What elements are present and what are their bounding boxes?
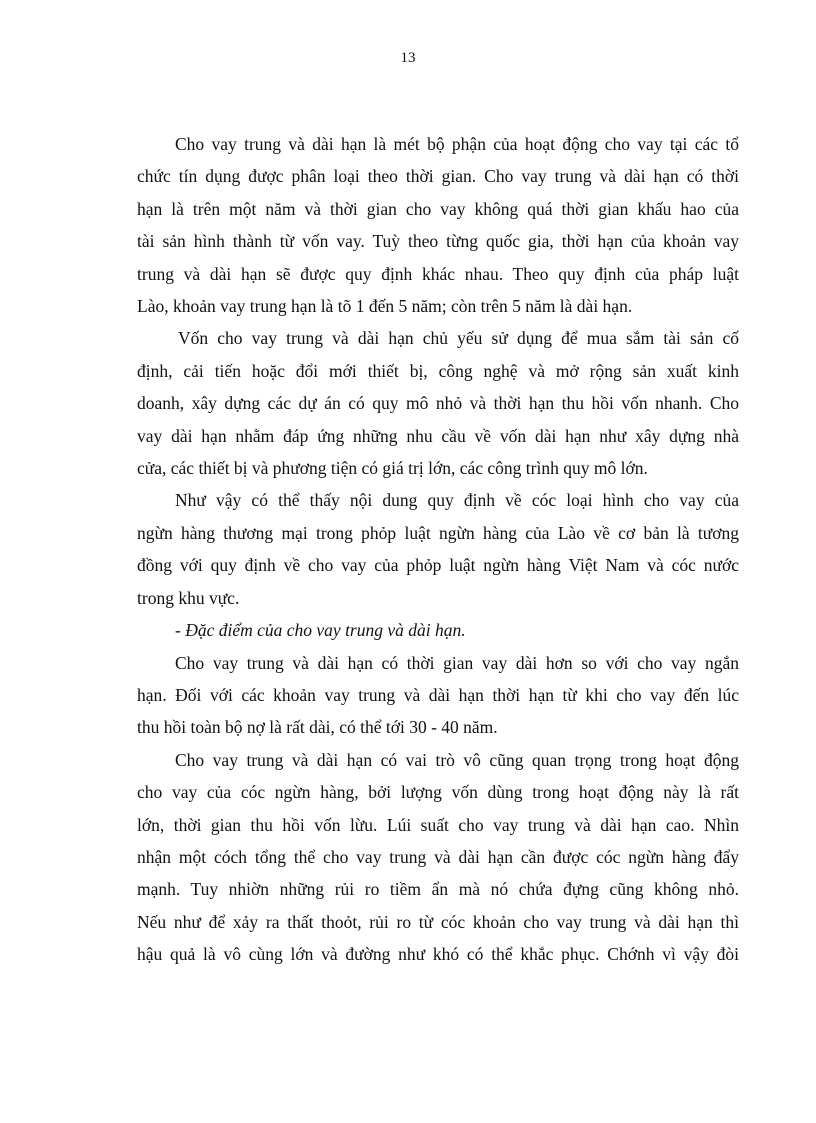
text-line: Nếu như để xảy ra thất thoỏt, rủi ro từ cóc khoản cho vay trung và dài hạn thì bbox=[137, 911, 739, 932]
text-line: tài sản hình thành từ vốn vay. Tuỳ theo từng quốc gia, thời hạn của khoản vay bbox=[137, 231, 739, 252]
text-line: lớn, thời gian thu hồi vốn lừu. Lúi suất cho vay trung và dài hạn cao. Nhìn bbox=[137, 814, 739, 835]
text-line: Cho vay trung và dài hạn là mét bộ phận của hoạt động cho vay tại các tổ bbox=[175, 134, 739, 154]
text-line: cho vay của cóc ngừn hàng, bởi lượng vốn dùng trong hoạt động này là rất bbox=[137, 782, 739, 803]
text-line: định, cải tiến hoặc đổi mới thiết bị, công nghệ và mở rộng sản xuất kinh bbox=[137, 360, 739, 381]
text-line: Như vậy có thể thấy nội dung quy định về cóc loại hình cho vay của bbox=[175, 490, 739, 511]
text-line: mạnh. Tuy nhiờn những rủi ro tiềm ẩn mà nó chứa đựng cũng không nhỏ. bbox=[137, 879, 739, 900]
text-line: trong khu vực. bbox=[137, 587, 240, 608]
text-line: Vốn cho vay trung và dài hạn chủ yếu sử dụng để mua sắm tài sản cố bbox=[178, 328, 739, 349]
body-text bbox=[137, 128, 739, 971]
text-line: hậu quả là vô cùng lớn và đường như khó có thể khắc phục. Chớnh vì vậy đòi bbox=[137, 944, 739, 965]
text-line: chức tín dụng được phân loại theo thời gian. Cho vay trung và dài hạn có thời bbox=[137, 166, 739, 187]
paragraph-role bbox=[137, 744, 739, 971]
text-line: doanh, xây dựng các dự án có quy mô nhỏ và thời hạn thu hồi vốn nhanh. Cho bbox=[137, 393, 739, 414]
paragraph-duration bbox=[137, 647, 739, 744]
text-line: hạn là trên một năm và thời gian cho vay không quá thời gian khấu hao của bbox=[137, 198, 739, 219]
text-line: Cho vay trung và dài hạn có vai trò vô cũng quan trọng trong hoạt động bbox=[175, 749, 739, 770]
text-line: vay dài hạn nhằm đáp ứng những nhu cầu về vốn dài hạn như xây dựng nhà bbox=[137, 425, 739, 446]
text-line: cửa, các thiết bị và phương tiện có giá trị lớn, các công trình quy mô lớn. bbox=[137, 458, 648, 479]
text-line: đồng với quy định về cho vay của phỏp luật ngừn hàng Việt Nam và cóc nước bbox=[137, 555, 739, 576]
paragraph-purpose bbox=[137, 322, 739, 484]
heading-line: - Đặc điểm của cho vay trung và dài hạn. bbox=[175, 620, 466, 641]
section-heading bbox=[137, 614, 739, 646]
text-line: Lào, khoản vay trung hạn là tõ 1 đến 5 năm; còn trên 5 năm là dài hạn. bbox=[137, 296, 633, 317]
text-line: hạn. Đối với các khoản vay trung và dài hạn thời hạn từ khi cho vay đến lúc bbox=[137, 684, 739, 705]
text-line: nhận một cóch tổng thể cho vay trung và dài hạn cần được cóc ngừn hàng đẩy bbox=[137, 846, 739, 867]
text-line: thu hồi toàn bộ nợ là rất dài, có thể tới 30 - 40 năm. bbox=[137, 717, 498, 738]
text-line: Cho vay trung và dài hạn có thời gian vay dài hơn so với cho vay ngắn bbox=[175, 652, 739, 673]
text-line: trung và dài hạn sẽ được quy định khác nhau. Theo quy định của pháp luật bbox=[137, 263, 739, 284]
paragraph-comparison bbox=[137, 484, 739, 614]
text-line: ngừn hàng thương mại trong phỏp luật ngừn hàng của Lào về cơ bản là tương bbox=[137, 522, 739, 543]
paragraph-intro bbox=[137, 128, 739, 322]
page-number: 13 bbox=[400, 50, 416, 66]
